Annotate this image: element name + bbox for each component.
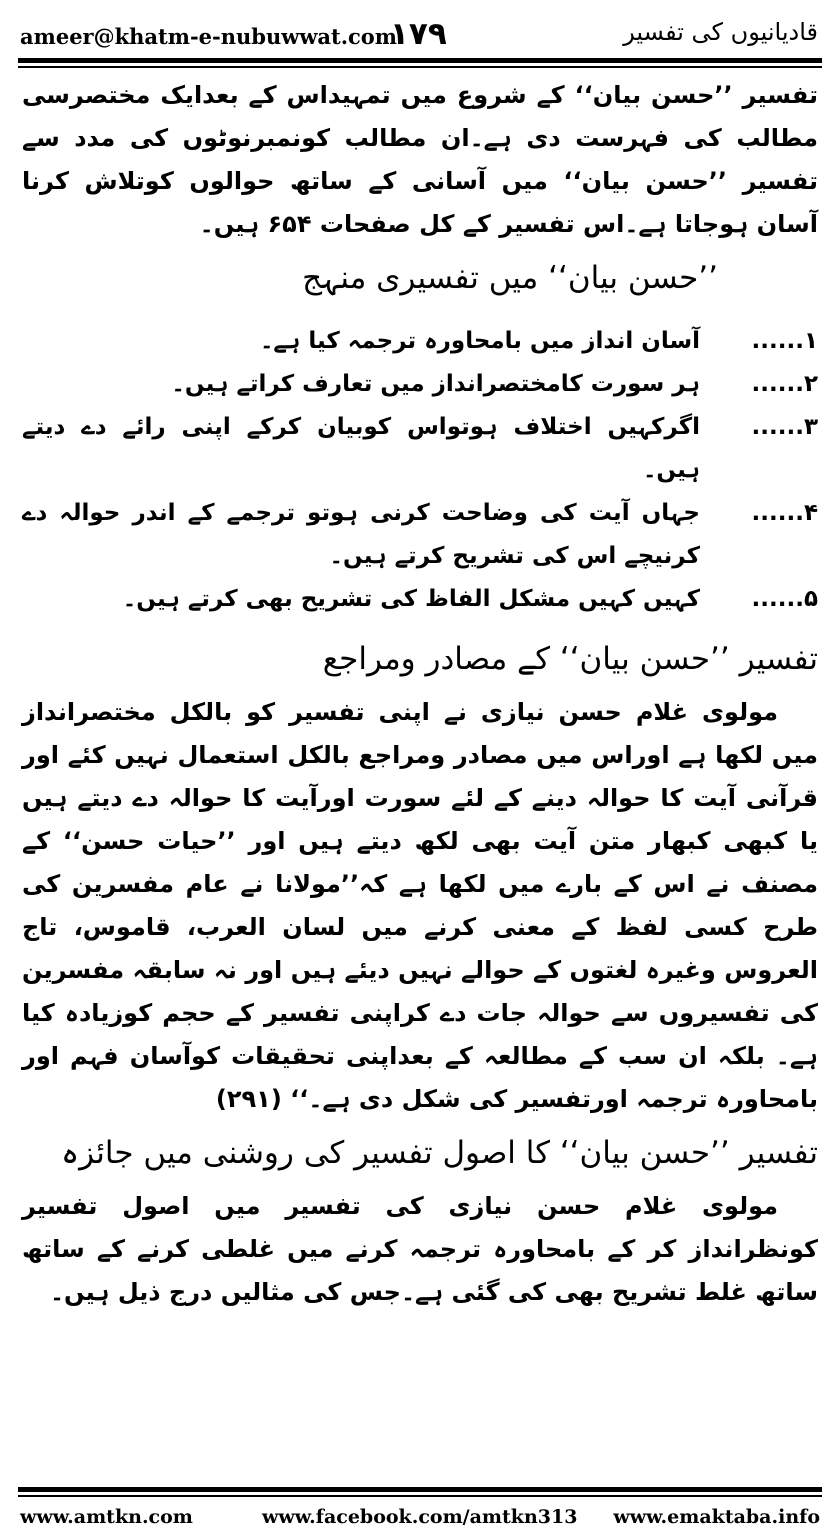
reference-number: (۲۹۱) bbox=[215, 1085, 282, 1113]
page-body bbox=[22, 74, 818, 1314]
section-heading-review: تفسیر ’’حسن بیان‘‘ کا اصول تفسیر کی روشنی میں جائزہ bbox=[60, 1135, 818, 1171]
list-item bbox=[22, 492, 818, 578]
list-text: ہر سورت کامختصرانداز میں تعارف کراتے ہیں۔ bbox=[171, 371, 700, 397]
intro-paragraph: تفسیر ’’حسن بیان‘‘ کے شروع میں تمہیداس کے بعدایک مختصرسی مطالب کی فہرست دی ہے۔ان مطالب کونمبرنوٹوں کی مدد سے تفسیر ’’حسن بیان‘‘ میں آسانی کے ساتھ حوالوں کوتلاش کرنا آسان ہوجاتا ہے۔اس تفسیر کے کل صفحات ۶۵۴ ہیں۔ bbox=[22, 81, 818, 238]
review-paragraph: مولوی غلام حسن نیازی کی تفسیر میں اصول تفسیر کونظرانداز کر کے بامحاورہ ترجمہ کرنے میں غلطی کرنے کے ساتھ ساتھ غلط تشریح بھی کی گئی ہے۔جس کی مثالیں درج ذیل ہیں۔ bbox=[22, 1192, 818, 1306]
list-number: ۳...... bbox=[751, 414, 818, 440]
list-item bbox=[22, 320, 818, 363]
list-number: ۴...... bbox=[751, 500, 818, 526]
footer-link-amtkn[interactable]: www.amtkn.com bbox=[20, 1506, 193, 1528]
list-text: آسان انداز میں بامحاورہ ترجمہ کیا ہے۔ bbox=[259, 328, 700, 354]
header-rule-thick bbox=[18, 58, 822, 63]
methodology-list bbox=[22, 320, 818, 621]
footer-link-emaktaba[interactable]: www.emaktaba.info bbox=[613, 1506, 820, 1528]
section-heading-sources: تفسیر ’’حسن بیان‘‘ کے مصادر ومراجع bbox=[322, 641, 818, 677]
section-heading-methodology: ’’حسن بیان‘‘ میں تفسیری منہج bbox=[302, 260, 718, 296]
page-header bbox=[18, 18, 822, 58]
header-email: ameer@khatm-e-nubuwwat.com bbox=[20, 24, 398, 49]
list-number: ۱...... bbox=[751, 328, 818, 354]
page-number: ۱۷۹ bbox=[390, 16, 447, 52]
list-text: کہیں کہیں مشکل الفاظ کی تشریح بھی کرتے ہیں۔ bbox=[122, 586, 700, 612]
list-text: جہاں آیت کی وضاحت کرنی ہوتو ترجمے کے اندر حوالہ دے کرنیچے اس کی تشریح کرتے ہیں۔ bbox=[22, 500, 700, 569]
page-footer bbox=[18, 1506, 822, 1534]
footer-link-facebook[interactable]: www.facebook.com/amtkn313 bbox=[262, 1506, 578, 1528]
list-item bbox=[22, 578, 818, 621]
footer-rule-thin bbox=[18, 1495, 822, 1497]
header-rule-thin bbox=[18, 66, 822, 68]
list-item bbox=[22, 406, 818, 492]
book-title: قادیانیوں کی تفسیر bbox=[623, 18, 818, 46]
list-number: ۲...... bbox=[751, 371, 818, 397]
list-item bbox=[22, 363, 818, 406]
sources-paragraph bbox=[22, 691, 818, 1121]
sources-text: مولوی غلام حسن نیازی نے اپنی تفسیر کو بالکل مختصرانداز میں لکھا ہے اوراس میں مصادر ومراجع بالکل استعمال نہیں کئے اور قرآنی آیت کا حوالہ دینے کے لئے سورت اورآیت کا حوالہ دے دیتے ہیں یا کبھی کبھار متن آیت بھی لکھ دیتے ہیں اور ’’حیات حسن‘‘ کے مصنف نے اس کے بارے میں لکھا ہے کہ’’مولانا نے عام مفسرین کی طرح کسی لفظ کے معنی کرنے میں لسان العرب، قاموس، تاج العروس وغیرہ لغتوں کے حوالے نہیں دیئے ہیں اور نہ سابقہ مفسرین کی تفسیروں سے حوالہ جات دے کراپنی تفسیر کے حجم کوزیادہ کیا ہے۔ بلکہ ان سب کے مطالعہ کے بعداپنی تحقیقات کوآسان فہم اور بامحاورہ ترجمہ اورتفسیر کی شکل دی ہے۔‘‘ bbox=[22, 698, 818, 1113]
list-text: اگرکہیں اختلاف ہوتواس کوبیان کرکے اپنی رائے دے دیتے ہیں۔ bbox=[22, 414, 700, 483]
footer-rule-thick bbox=[18, 1487, 822, 1492]
list-number: ۵...... bbox=[751, 586, 818, 612]
